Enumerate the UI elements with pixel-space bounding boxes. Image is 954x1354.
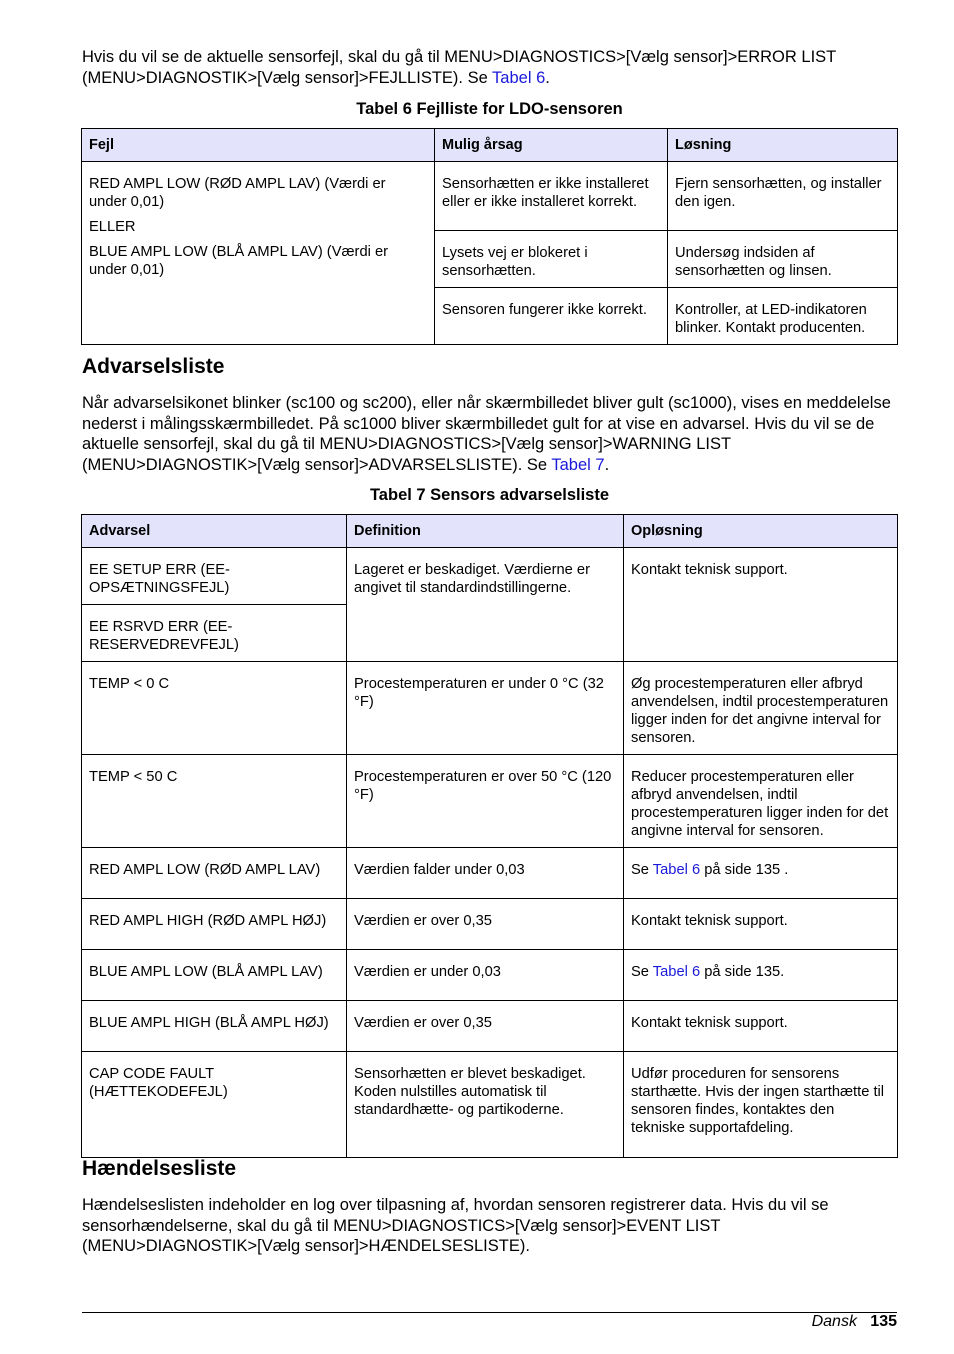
table7-definition: Værdien er over 0,35: [347, 1001, 624, 1052]
solution-text: Se: [631, 964, 653, 980]
fejl-line: ELLER: [89, 219, 136, 235]
table7-solution: Kontakt teknisk support.: [624, 1001, 898, 1052]
table7-definition: Værdien falder under 0,03: [347, 848, 624, 899]
solution-text-end: på side 135.: [700, 964, 785, 980]
table-row: [82, 662, 898, 755]
table6-header-cause: Mulig årsag: [435, 129, 668, 162]
table6: [81, 128, 898, 345]
table7-solution: Kontakt teknisk support.: [624, 899, 898, 950]
table7-definition: Værdien er over 0,35: [347, 899, 624, 950]
table7-warning: TEMP < 50 C: [82, 755, 347, 848]
events-heading: Hændelsesliste: [82, 1157, 237, 1180]
table7-solution: [624, 950, 898, 1001]
warnings-heading: Advarselsliste: [82, 355, 225, 378]
table7-solution: [624, 848, 898, 899]
table7-warning: EE RSRVD ERR (EE-RESERVEDREVFEJL): [82, 605, 347, 662]
table6-solution: Kontroller, at LED-indikatoren blinker. Kontakt producenten.: [668, 288, 898, 345]
solution-table-link[interactable]: Tabel 6: [652, 862, 701, 878]
page-footer: [812, 1313, 897, 1331]
table7-warning: TEMP < 0 C: [82, 662, 347, 755]
table6-fejl-cell: [82, 162, 435, 345]
table-row: [82, 548, 898, 605]
table6-cause: Sensorhætten er ikke installeret eller er ikke installeret korrekt.: [435, 162, 668, 231]
fejl-line: RED AMPL LOW (RØD AMPL LAV) (Værdi er under 0,01): [89, 176, 386, 210]
table7-header-row: [82, 515, 898, 548]
table6-header-solution: Løsning: [668, 129, 898, 162]
table7-definition: Procestemperaturen er under 0 °C (32 °F): [347, 662, 624, 755]
intro-table-link[interactable]: Tabel 6: [492, 68, 546, 87]
table7-solution: Øg procestemperaturen eller afbryd anvendelsen, indtil procestemperaturen ligger inden for det angivne interval for sensoren.: [624, 662, 898, 755]
table-row: [82, 848, 898, 899]
table7-solution: Reducer procestemperaturen eller afbryd anvendelsen, indtil procestemperaturen ligger inden for det angivne interval for sensoren.: [624, 755, 898, 848]
warnings-text: Når advarselsikonet blinker (sc100 og sc200), eller når skærmbilledet bliver gult (sc1000), vises en meddelelse nederst i målingsskærmbilledet. På sc1000 bliver skærmbilledet gult for at vise en advarsel. Hvis du vil se de aktuelle sensorfejl, skal du gå til MENU>DIAGNOSTICS>[Vælg sensor]>WARNING LIST (MENU>DIAGNOSTIK>[Vælg sensor]>ADVARSELSLISTE). Se: [82, 394, 891, 474]
table7-definition: Procestemperaturen er over 50 °C (120 °F): [347, 755, 624, 848]
fejl-line: BLUE AMPL LOW (BLÅ AMPL LAV) (Værdi er under 0,01): [89, 244, 389, 278]
table-row: [82, 162, 898, 231]
table7-warning: EE SETUP ERR (EE-OPSÆTNINGSFEJL): [82, 548, 347, 605]
solution-table-link[interactable]: Tabel 6: [652, 964, 701, 980]
table7-header-definition: Definition: [347, 515, 624, 548]
table7-definition: Lageret er beskadiget. Værdierne er angivet til standardindstillingerne.: [347, 548, 624, 662]
table7-header-solution: Opløsning: [624, 515, 898, 548]
table6-header-row: [82, 129, 898, 162]
intro-text-end: .: [545, 68, 550, 87]
solution-text: Se: [631, 862, 653, 878]
table7: [81, 514, 898, 1158]
table-row: [82, 1001, 898, 1052]
solution-text-end: på side 135 .: [700, 862, 789, 878]
warnings-text-end: .: [604, 455, 610, 474]
table7-warning: BLUE AMPL LOW (BLÅ AMPL LAV): [82, 950, 347, 1001]
footer-language: Dansk: [811, 1313, 857, 1330]
table7-warning: RED AMPL LOW (RØD AMPL LAV): [82, 848, 347, 899]
table6-caption: Tabel 6 Fejlliste for LDO-sensoren: [356, 100, 623, 118]
table6-header-fejl: Fejl: [82, 129, 435, 162]
table7-warning: RED AMPL HIGH (RØD AMPL HØJ): [82, 899, 347, 950]
table7-header-warning: Advarsel: [82, 515, 347, 548]
table7-definition: Sensorhætten er blevet beskadiget. Koden nulstilles automatisk til standardhætte- og partikoderne.: [347, 1052, 624, 1158]
page-number: 135: [870, 1313, 897, 1330]
table7-solution: Udfør proceduren for sensorens starthætte. Hvis der ingen starthætte til sensoren findes, kontaktes den tekniske supportafdeling.: [624, 1052, 898, 1158]
table7-definition: Værdien er under 0,03: [347, 950, 624, 1001]
warnings-table-link[interactable]: Tabel 7: [551, 455, 605, 474]
table-row: [82, 899, 898, 950]
table7-warning: BLUE AMPL HIGH (BLÅ AMPL HØJ): [82, 1001, 347, 1052]
table6-cause: Sensoren fungerer ikke korrekt.: [435, 288, 668, 345]
events-paragraph: Hændelseslisten indeholder en log over tilpasning af, hvordan sensoren registrerer data. Hvis du vil se sensorhændelserne, skal du gå til MENU>DIAGNOSTICS>[Vælg sensor]>EVENT LIST (MENU>DIAGNOSTIK>[Vælg sensor]>HÆNDELSESLISTE).: [82, 1196, 829, 1255]
table-row: [82, 755, 898, 848]
footer-divider: [82, 1312, 897, 1313]
table7-solution: Kontakt teknisk support.: [624, 548, 898, 662]
table6-cause: Lysets vej er blokeret i sensorhætten.: [435, 231, 668, 288]
intro-text: Hvis du vil se de aktuelle sensorfejl, skal du gå til MENU>DIAGNOSTICS>[Vælg sensor]>ERROR LIST (MENU>DIAGNOSTIK>[Vælg sensor]>FEJLLISTE). Se: [82, 48, 836, 87]
warnings-paragraph: [82, 393, 897, 475]
table7-caption: Tabel 7 Sensors advarselsliste: [369, 486, 610, 504]
intro-paragraph: [82, 47, 897, 88]
table6-solution: Undersøg indsiden af sensorhætten og linsen.: [668, 231, 898, 288]
table7-warning: CAP CODE FAULT (HÆTTEKODEFEJL): [82, 1052, 347, 1158]
table6-solution: Fjern sensorhætten, og installer den igen.: [668, 162, 898, 231]
table-row: [82, 950, 898, 1001]
table-row: [82, 1052, 898, 1158]
